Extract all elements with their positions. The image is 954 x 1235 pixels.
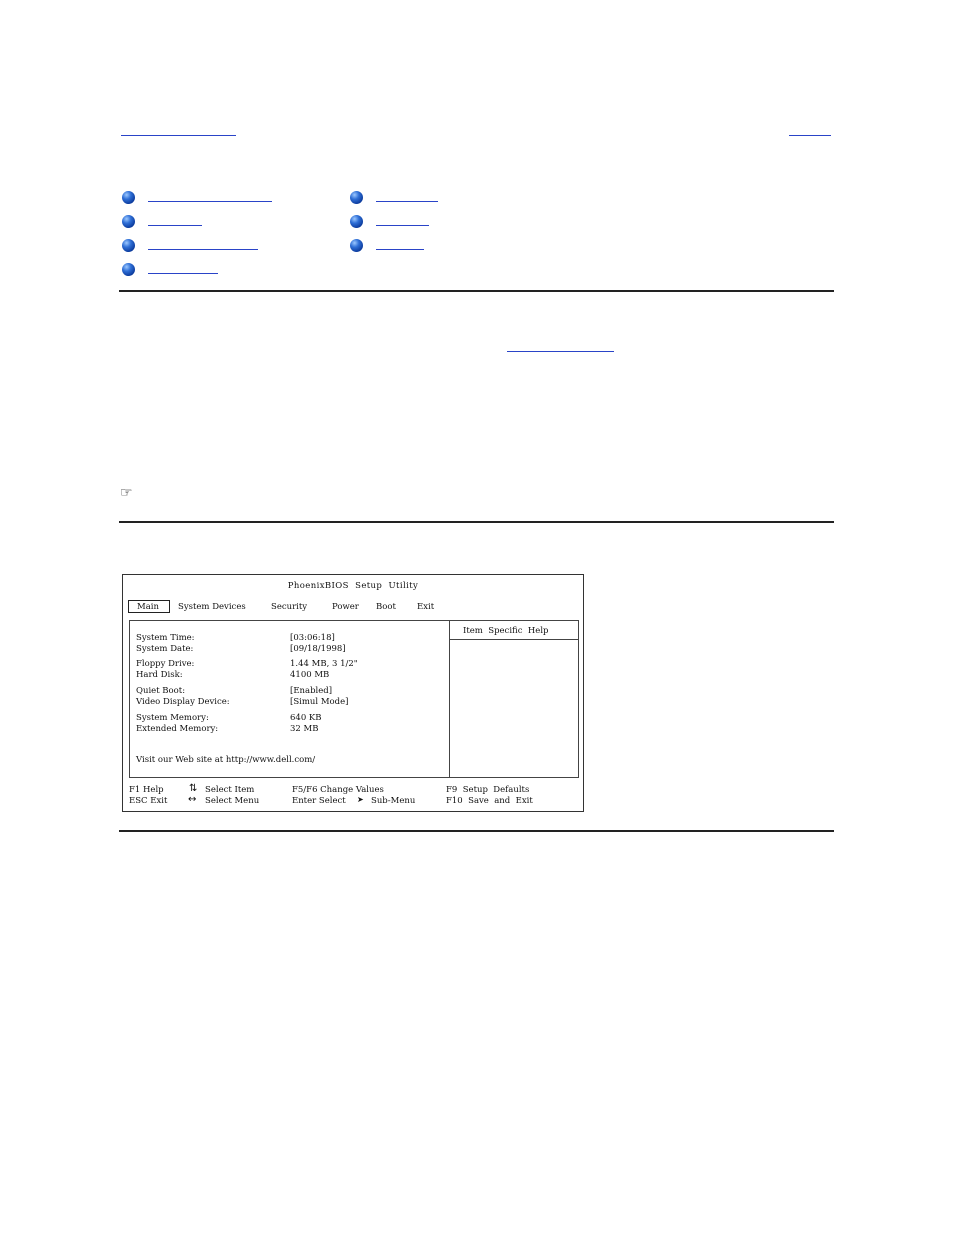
section-link[interactable] bbox=[376, 249, 424, 250]
pointing-hand-icon: ☞ bbox=[120, 485, 133, 501]
back-to-contents-link[interactable] bbox=[121, 135, 236, 136]
website-line: Visit our Web site at http://www.dell.com/ bbox=[136, 755, 316, 765]
field-label: Quiet Boot: bbox=[136, 686, 186, 696]
bios-main-panel bbox=[129, 620, 579, 778]
section-link[interactable] bbox=[148, 249, 258, 250]
system-memory-value: 640 KB bbox=[290, 713, 322, 723]
section-link[interactable] bbox=[148, 201, 272, 202]
bullet-icon bbox=[350, 191, 363, 204]
help-header-divider bbox=[450, 639, 578, 640]
menu-system-devices[interactable]: System Devices bbox=[178, 602, 246, 612]
bullet-icon bbox=[350, 239, 363, 252]
key-f10-save-exit: F10 Save and Exit bbox=[446, 796, 533, 806]
key-select-item: Select Item bbox=[205, 785, 255, 795]
left-right-arrow-icon: ↔ bbox=[188, 794, 197, 805]
arrow-right-icon: ➤ bbox=[357, 795, 364, 804]
help-header: Item Specific Help bbox=[463, 626, 549, 636]
field-label: System Memory: bbox=[136, 713, 209, 723]
hard-disk-value: 4100 MB bbox=[290, 670, 330, 680]
key-f9-defaults: F9 Setup Defaults bbox=[446, 785, 530, 795]
next-page-link[interactable] bbox=[789, 135, 831, 136]
key-f5f6-change-values: F5/F6 Change Values bbox=[292, 785, 384, 795]
field-label: System Time: bbox=[136, 633, 195, 643]
field-label: Hard Disk: bbox=[136, 670, 183, 680]
bullet-icon bbox=[350, 215, 363, 228]
system-date-value[interactable]: [09/18/1998] bbox=[290, 644, 346, 654]
field-label: System Date: bbox=[136, 644, 194, 654]
section-link[interactable] bbox=[148, 273, 218, 274]
field-label: Floppy Drive: bbox=[136, 659, 195, 669]
extended-memory-value: 32 MB bbox=[290, 724, 319, 734]
bios-setup-screen bbox=[122, 574, 584, 812]
section-divider bbox=[119, 521, 834, 523]
bullet-icon bbox=[122, 239, 135, 252]
menu-boot[interactable]: Boot bbox=[376, 602, 396, 612]
bullet-icon bbox=[122, 191, 135, 204]
field-label: Video Display Device: bbox=[136, 697, 230, 707]
quiet-boot-value[interactable]: [Enabled] bbox=[290, 686, 333, 696]
inline-link[interactable] bbox=[507, 351, 614, 352]
floppy-drive-value: 1.44 MB, 3 1/2" bbox=[290, 659, 358, 669]
key-f1-help: F1 Help bbox=[129, 785, 164, 795]
bullet-icon bbox=[122, 215, 135, 228]
field-label: Extended Memory: bbox=[136, 724, 219, 734]
key-sub-menu: Sub-Menu bbox=[371, 796, 416, 806]
section-link[interactable] bbox=[148, 225, 202, 226]
key-enter-select: Enter Select bbox=[292, 796, 346, 806]
menu-main[interactable]: Main bbox=[137, 602, 159, 612]
menu-security[interactable]: Security bbox=[271, 602, 308, 612]
up-down-arrow-icon: ⇅ bbox=[189, 783, 198, 794]
panel-divider bbox=[449, 621, 450, 777]
section-link[interactable] bbox=[376, 225, 429, 226]
key-esc-exit: ESC Exit bbox=[129, 796, 168, 806]
system-time-value[interactable]: [03:06:18] bbox=[290, 633, 335, 643]
section-divider bbox=[119, 290, 834, 292]
section-link[interactable] bbox=[376, 201, 438, 202]
menu-power[interactable]: Power bbox=[332, 602, 359, 612]
bios-title: PhoenixBIOS Setup Utility bbox=[287, 581, 419, 591]
section-divider bbox=[119, 830, 834, 832]
video-display-value[interactable]: [Simul Mode] bbox=[290, 697, 349, 707]
bullet-icon bbox=[122, 263, 135, 276]
key-select-menu: Select Menu bbox=[205, 796, 260, 806]
menu-exit[interactable]: Exit bbox=[417, 602, 435, 612]
